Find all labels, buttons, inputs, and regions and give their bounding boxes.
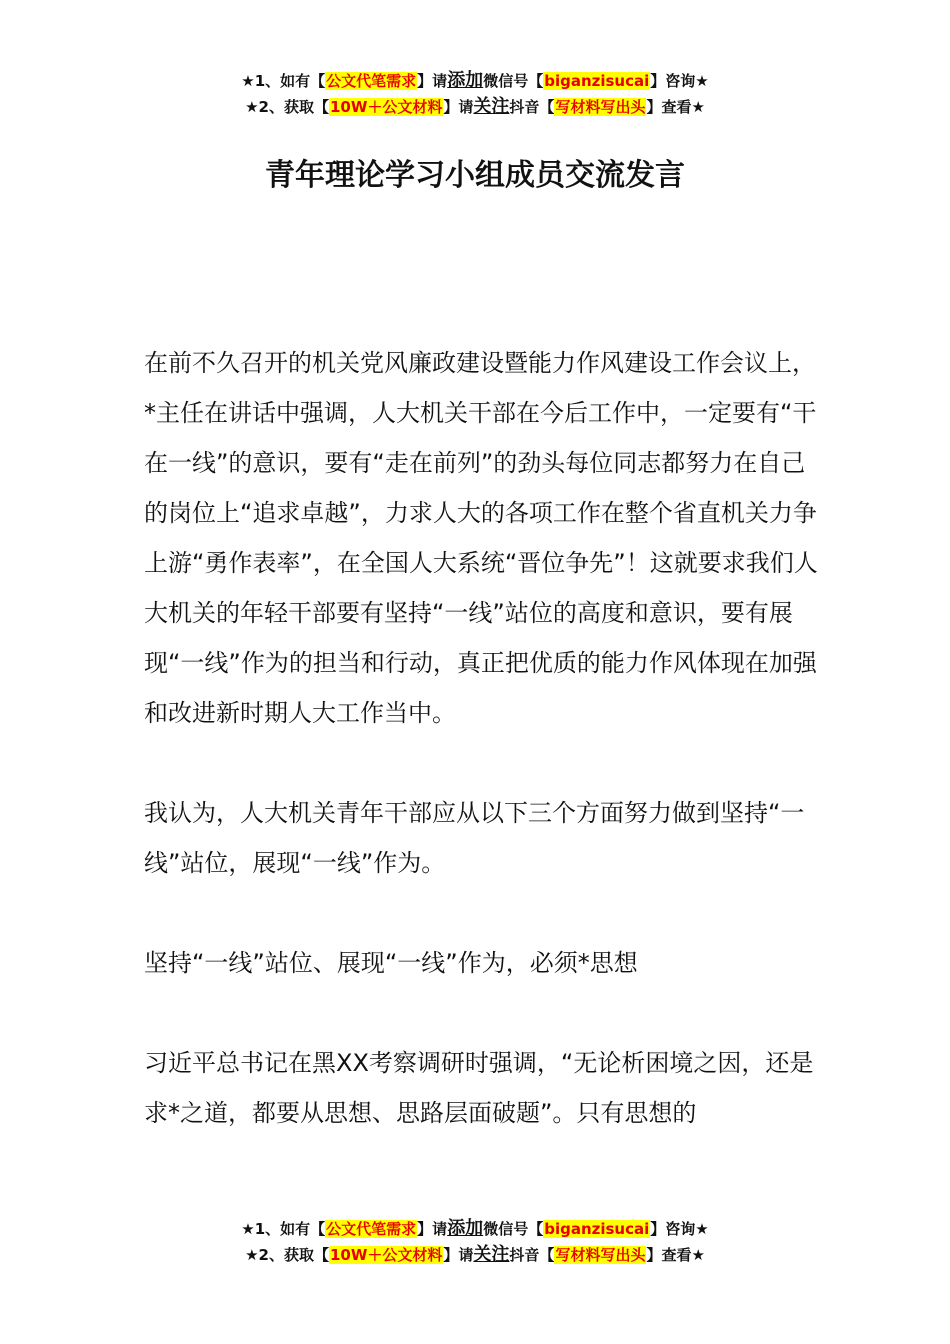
- banner-wechat-id: biganzisucai: [544, 1220, 650, 1238]
- banner-line-1: [0, 68, 950, 94]
- banner-text: 】请: [443, 1246, 474, 1264]
- document-body: [144, 338, 824, 1188]
- banner-text: 抖音【: [509, 1246, 555, 1264]
- banner-highlight: 写材料写出头: [555, 1246, 646, 1264]
- banner-highlight: 公文代笔需求: [326, 72, 417, 90]
- paragraph: 在前不久召开的机关党风廉政建设暨能力作风建设工作会议上，*主任在讲话中强调，人大机关干部在今后工作中，一定要有“干在一线”的意识，要有“走在前列”的劲头每位同志都努力在自己的岗位上“追求卓越”，力求人大的各项工作在整个省直机关力争上游“勇作表率”，在全国人大系统“晋位争先”！这就要求我们人大机关的年轻干部要有坚持“一线”站位的高度和意识，要有展现“一线”作为的担当和行动，真正把优质的能力作风体现在加强和改进新时期人大工作当中。: [144, 349, 818, 727]
- banner-highlight: 写材料写出头: [555, 98, 646, 116]
- banner-text: 】请: [443, 98, 474, 116]
- banner-emphasis: 添加: [447, 70, 484, 91]
- document-title: 青年理论学习小组成员交流发言: [265, 158, 685, 193]
- banner-text: 抖音【: [509, 98, 555, 116]
- banner-line-2: [0, 1242, 950, 1268]
- banner-highlight: 10W＋公文材料: [329, 1246, 443, 1264]
- banner-highlight: 10W＋公文材料: [329, 98, 443, 116]
- banner-emphasis: 添加: [447, 1218, 484, 1239]
- paragraph: 习近平总书记在黑XX考察调研时强调，“无论析困境之因，还是求*之道，都要从思想、思路层面破题”。只有思想的: [144, 1049, 814, 1127]
- banner-text: ★2、获取【: [245, 98, 329, 116]
- banner-text: ★2、获取【: [245, 1246, 329, 1264]
- footer-banner: [0, 1216, 950, 1268]
- banner-text: 】查看★: [646, 1246, 705, 1264]
- banner-highlight: 公文代笔需求: [326, 1220, 417, 1238]
- banner-text: 】咨询★: [650, 1220, 709, 1238]
- banner-line-2: [0, 94, 950, 120]
- banner-text: 】请: [417, 1220, 448, 1238]
- banner-text: 】查看★: [646, 98, 705, 116]
- banner-text: 微信号【: [483, 72, 544, 90]
- banner-text: 】请: [417, 72, 448, 90]
- header-banner: [0, 68, 950, 120]
- paragraph: 我认为，人大机关青年干部应从以下三个方面努力做到坚持“一线”站位，展现“一线”作为。: [144, 799, 805, 877]
- banner-text: ★1、如有【: [241, 72, 326, 90]
- paragraph: 坚持“一线”站位、展现“一线”作为，必须*思想: [144, 949, 638, 977]
- banner-text: 微信号【: [483, 1220, 544, 1238]
- banner-text: ★1、如有【: [241, 1220, 326, 1238]
- banner-emphasis: 关注: [473, 1244, 510, 1265]
- banner-line-1: [0, 1216, 950, 1242]
- banner-wechat-id: biganzisucai: [544, 72, 650, 90]
- banner-emphasis: 关注: [473, 96, 510, 117]
- banner-text: 】咨询★: [650, 72, 709, 90]
